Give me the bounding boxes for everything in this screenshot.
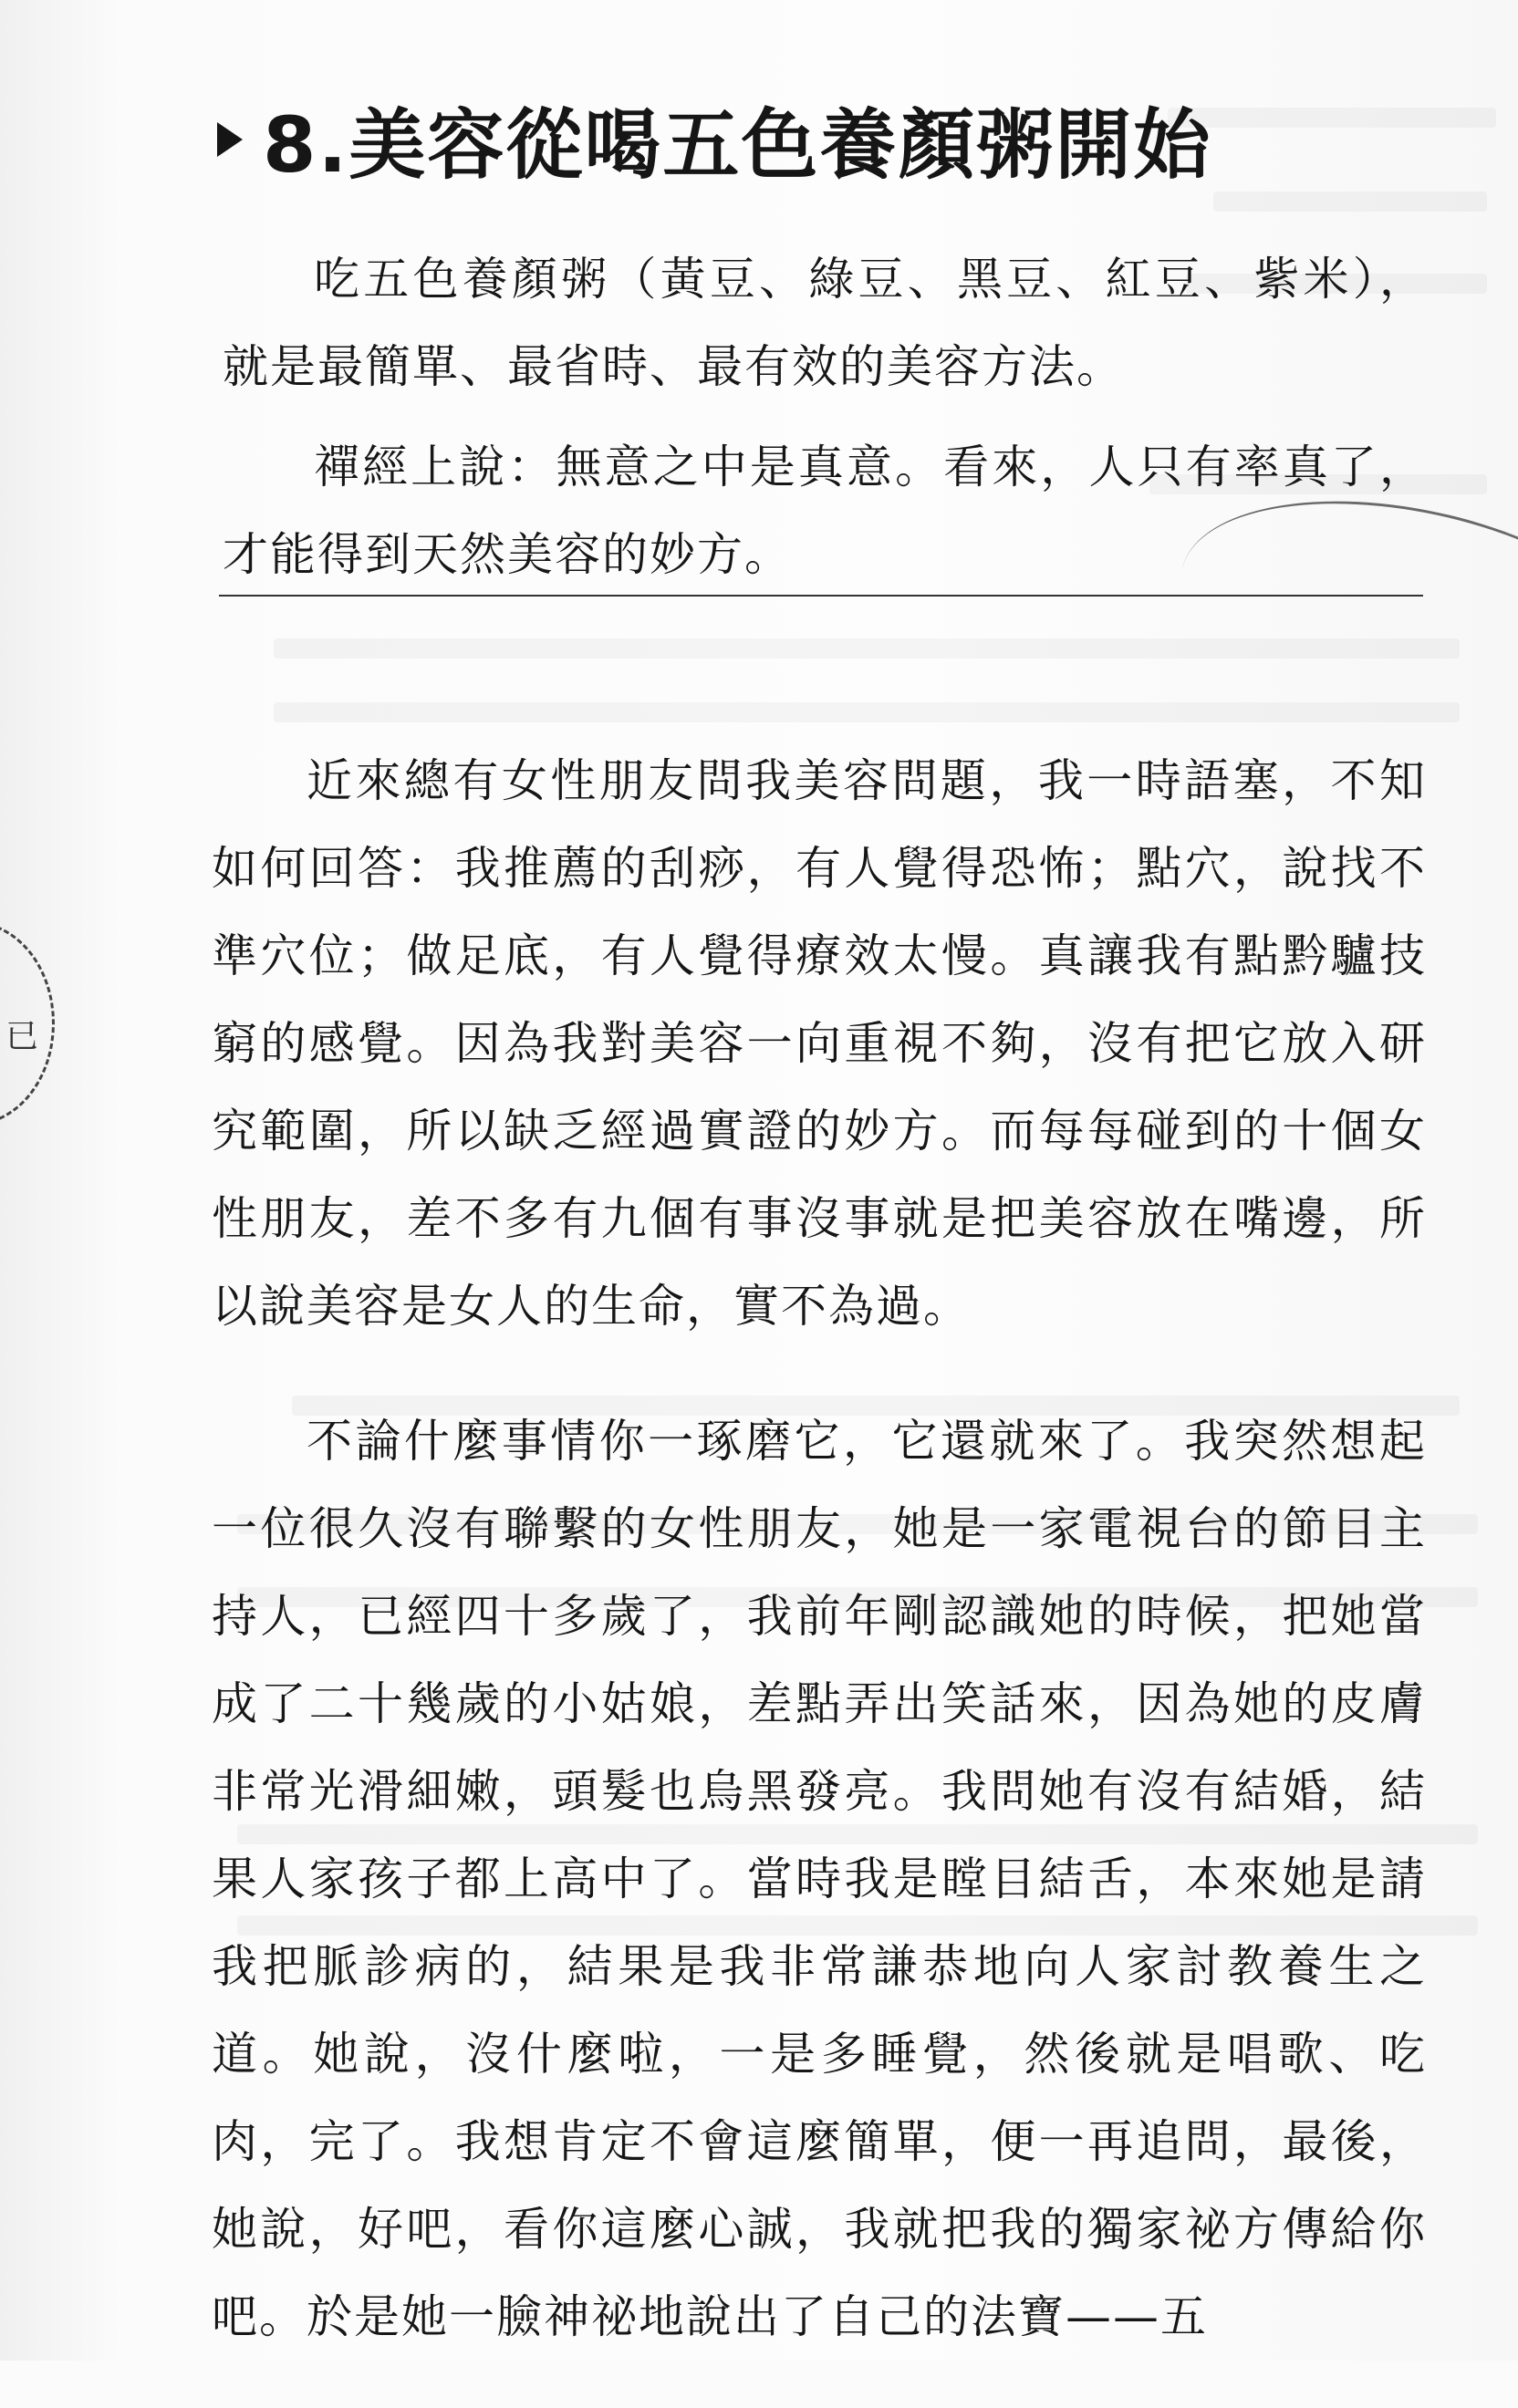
chapter-body <box>212 737 1427 2408</box>
chapter-heading <box>217 84 1211 194</box>
body-paragraph: 近來總有女性朋友問我美容問題，我一時語塞，不知如何回答：我推薦的刮痧，有人覺得恐怖；點穴，說找不準穴位；做足底，有人覺得療效太慢。真讓我有點黔驢技窮的感覺。因為我對美容一向重視不夠，沒有把它放入研究範圍，所以缺乏經過實證的妙方。而每每碰到的十個女性朋友，差不多有九個有事沒事就是把美容放在嘴邊，所以說美容是女人的生命，實不為過。 <box>212 754 1427 1333</box>
chapter-summary <box>223 235 1427 611</box>
summary-paragraph: 禪經上說：無意之中是真意。看來，人只有率真了，才能得到天然美容的妙方。 <box>223 441 1427 581</box>
margin-tab-label: 已 <box>5 1018 39 1055</box>
summary-paragraph: 吃五色養顏粥（黃豆、綠豆、黑豆、紅豆、紫米），就是最簡單、最省時、最有效的美容方法。 <box>223 253 1427 393</box>
chapter-title: 8.美容從喝五色養顏粥開始 <box>263 100 1212 190</box>
triangle-marker-icon <box>217 122 243 157</box>
body-paragraph: 不論什麼事情你一琢磨它，它還就來了。我突然想起一位很久沒有聯繫的女性朋友，她是一家電視台的節目主持人，已經四十多歲了，我前年剛認識她的時候，把她當成了二十幾歲的小姑娘，差點弄出笑話來，因為她的皮膚非常光滑細嫩，頭髮也烏黑發亮。我問她有沒有結婚，結果人家孩子都上高中了。當時我是瞠目結舌，本來她是請我把脈診病的，結果是我非常謙恭地向人家討教養生之道。她說，沒什麼啦，一是多睡覺，然後就是唱歌、吃肉，完了。我想肯定不會這麼簡單，便一再追問，最後，她說，好吧，看你這麼心誠，我就把我的獨家祕方傳給你吧。於是她一臉神祕地說出了自己的法寶——五 <box>212 1415 1427 2343</box>
section-divider <box>219 595 1423 597</box>
